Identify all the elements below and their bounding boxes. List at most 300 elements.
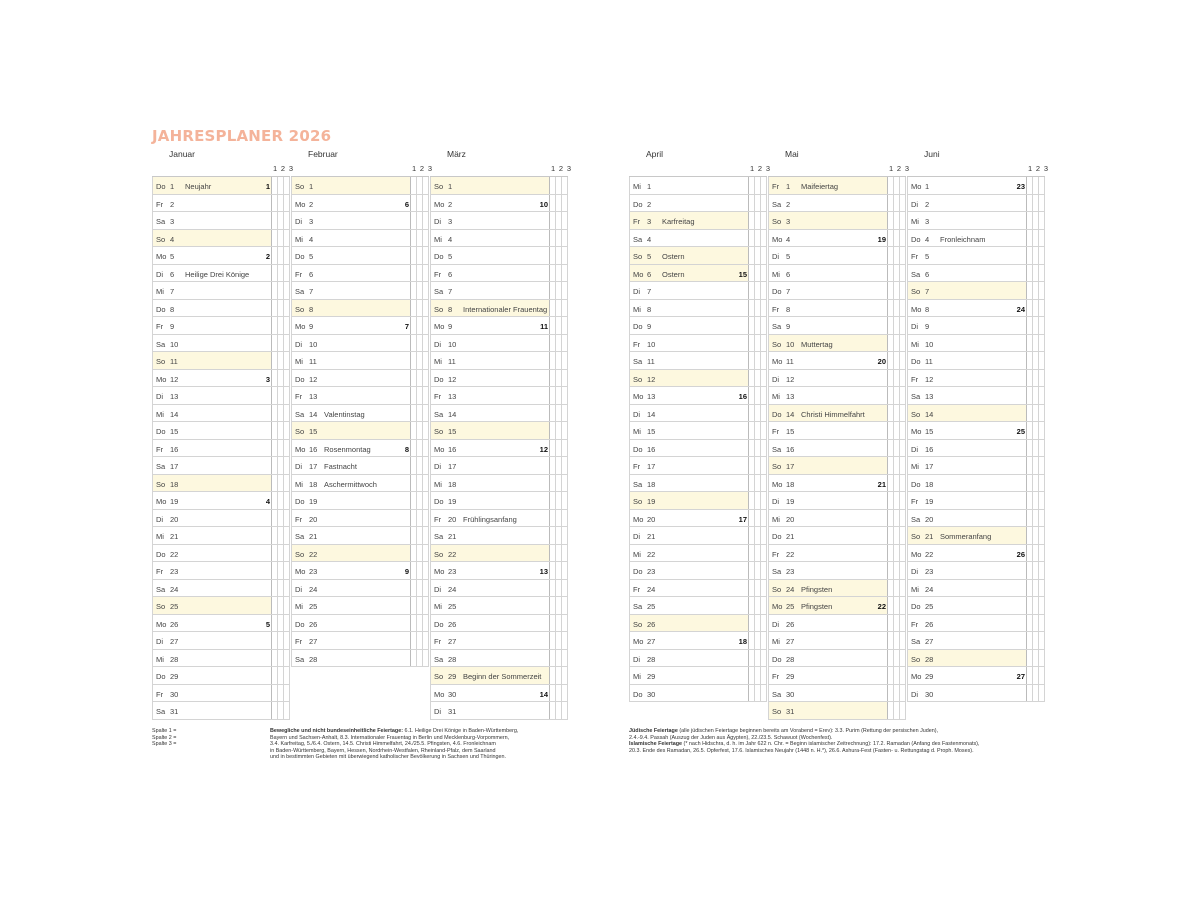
- extra-column-cell[interactable]: [761, 545, 767, 562]
- day-row[interactable]: [430, 212, 568, 230]
- day-row[interactable]: [768, 562, 906, 580]
- extra-column-cell[interactable]: [1039, 492, 1045, 509]
- extra-column-cell[interactable]: [562, 177, 568, 194]
- extra-column-cell[interactable]: [761, 510, 767, 527]
- extra-column-cell[interactable]: [1039, 650, 1045, 667]
- extra-column-cell[interactable]: [423, 265, 429, 282]
- day-cell[interactable]: [629, 667, 749, 684]
- day-row[interactable]: [768, 440, 906, 458]
- day-cell[interactable]: [152, 405, 272, 422]
- day-row[interactable]: [907, 545, 1045, 563]
- day-cell[interactable]: [430, 230, 550, 247]
- day-cell[interactable]: [430, 335, 550, 352]
- day-row[interactable]: [768, 405, 906, 423]
- day-cell[interactable]: [291, 212, 411, 229]
- day-cell[interactable]: [768, 440, 888, 457]
- day-cell[interactable]: [152, 492, 272, 509]
- extra-column-cell[interactable]: [761, 422, 767, 439]
- extra-column-cell[interactable]: [284, 387, 290, 404]
- day-cell[interactable]: [629, 387, 749, 404]
- day-cell[interactable]: [291, 405, 411, 422]
- day-cell[interactable]: [430, 562, 550, 579]
- day-row[interactable]: [152, 370, 290, 388]
- extra-column-cell[interactable]: [423, 370, 429, 387]
- day-cell[interactable]: [152, 527, 272, 544]
- day-row[interactable]: [291, 212, 429, 230]
- day-row[interactable]: [907, 370, 1045, 388]
- day-row[interactable]: [629, 195, 767, 213]
- day-row[interactable]: [907, 177, 1045, 195]
- day-row[interactable]: [430, 195, 568, 213]
- day-cell[interactable]: [430, 405, 550, 422]
- extra-column-cell[interactable]: [284, 195, 290, 212]
- extra-column-cell[interactable]: [423, 335, 429, 352]
- day-row[interactable]: [152, 247, 290, 265]
- extra-column-cell[interactable]: [900, 597, 906, 614]
- day-cell[interactable]: [430, 667, 550, 684]
- day-cell[interactable]: [430, 317, 550, 334]
- extra-column-cell[interactable]: [562, 492, 568, 509]
- day-cell[interactable]: [629, 212, 749, 229]
- extra-column-cell[interactable]: [1039, 597, 1045, 614]
- extra-column-cell[interactable]: [423, 492, 429, 509]
- day-row[interactable]: [768, 370, 906, 388]
- day-row[interactable]: [907, 615, 1045, 633]
- extra-column-cell[interactable]: [423, 457, 429, 474]
- day-row[interactable]: [291, 457, 429, 475]
- day-cell[interactable]: [152, 282, 272, 299]
- day-cell[interactable]: [152, 457, 272, 474]
- extra-column-cell[interactable]: [1039, 667, 1045, 684]
- day-row[interactable]: [430, 667, 568, 685]
- extra-column-cell[interactable]: [562, 387, 568, 404]
- extra-column-cell[interactable]: [1039, 300, 1045, 317]
- extra-column-cell[interactable]: [423, 352, 429, 369]
- day-cell[interactable]: [907, 247, 1027, 264]
- day-cell[interactable]: [629, 510, 749, 527]
- day-row[interactable]: [629, 177, 767, 195]
- extra-column-cell[interactable]: [284, 580, 290, 597]
- extra-column-cell[interactable]: [1039, 352, 1045, 369]
- day-row[interactable]: [152, 597, 290, 615]
- extra-column-cell[interactable]: [284, 492, 290, 509]
- day-row[interactable]: [629, 212, 767, 230]
- day-row[interactable]: [430, 685, 568, 703]
- extra-column-cell[interactable]: [761, 580, 767, 597]
- day-row[interactable]: [430, 632, 568, 650]
- extra-column-cell[interactable]: [1039, 265, 1045, 282]
- day-cell[interactable]: [768, 405, 888, 422]
- day-cell[interactable]: [768, 667, 888, 684]
- day-row[interactable]: [291, 265, 429, 283]
- day-row[interactable]: [907, 527, 1045, 545]
- day-row[interactable]: [291, 247, 429, 265]
- day-row[interactable]: [152, 282, 290, 300]
- day-row[interactable]: [907, 562, 1045, 580]
- day-cell[interactable]: [768, 615, 888, 632]
- day-cell[interactable]: [291, 195, 411, 212]
- day-cell[interactable]: [430, 300, 550, 317]
- day-cell[interactable]: [291, 492, 411, 509]
- day-row[interactable]: [152, 457, 290, 475]
- extra-column-cell[interactable]: [761, 282, 767, 299]
- day-cell[interactable]: [907, 562, 1027, 579]
- extra-column-cell[interactable]: [900, 545, 906, 562]
- day-cell[interactable]: [629, 580, 749, 597]
- extra-column-cell[interactable]: [284, 510, 290, 527]
- day-cell[interactable]: [768, 230, 888, 247]
- extra-column-cell[interactable]: [1039, 230, 1045, 247]
- day-cell[interactable]: [430, 457, 550, 474]
- day-cell[interactable]: [629, 492, 749, 509]
- day-cell[interactable]: [768, 212, 888, 229]
- day-row[interactable]: [629, 457, 767, 475]
- extra-column-cell[interactable]: [284, 300, 290, 317]
- day-row[interactable]: [907, 300, 1045, 318]
- day-cell[interactable]: [629, 632, 749, 649]
- extra-column-cell[interactable]: [562, 632, 568, 649]
- extra-column-cell[interactable]: [423, 230, 429, 247]
- day-row[interactable]: [907, 632, 1045, 650]
- day-row[interactable]: [430, 702, 568, 720]
- extra-column-cell[interactable]: [562, 685, 568, 702]
- day-row[interactable]: [152, 580, 290, 598]
- extra-column-cell[interactable]: [761, 527, 767, 544]
- extra-column-cell[interactable]: [562, 475, 568, 492]
- day-row[interactable]: [152, 335, 290, 353]
- day-cell[interactable]: [291, 422, 411, 439]
- day-row[interactable]: [768, 177, 906, 195]
- day-row[interactable]: [907, 405, 1045, 423]
- day-row[interactable]: [152, 492, 290, 510]
- day-row[interactable]: [430, 615, 568, 633]
- day-cell[interactable]: [629, 352, 749, 369]
- day-row[interactable]: [907, 667, 1045, 685]
- extra-column-cell[interactable]: [1039, 405, 1045, 422]
- day-cell[interactable]: [629, 405, 749, 422]
- extra-column-cell[interactable]: [761, 615, 767, 632]
- extra-column-cell[interactable]: [562, 282, 568, 299]
- day-row[interactable]: [152, 702, 290, 720]
- day-row[interactable]: [907, 510, 1045, 528]
- day-row[interactable]: [629, 247, 767, 265]
- extra-column-cell[interactable]: [423, 597, 429, 614]
- day-cell[interactable]: [430, 615, 550, 632]
- day-row[interactable]: [907, 195, 1045, 213]
- day-cell[interactable]: [768, 282, 888, 299]
- day-row[interactable]: [629, 387, 767, 405]
- day-row[interactable]: [430, 352, 568, 370]
- extra-column-cell[interactable]: [1039, 335, 1045, 352]
- day-cell[interactable]: [430, 265, 550, 282]
- day-cell[interactable]: [430, 597, 550, 614]
- day-cell[interactable]: [768, 545, 888, 562]
- extra-column-cell[interactable]: [284, 317, 290, 334]
- day-cell[interactable]: [907, 615, 1027, 632]
- day-cell[interactable]: [768, 335, 888, 352]
- day-cell[interactable]: [430, 475, 550, 492]
- day-cell[interactable]: [629, 440, 749, 457]
- day-cell[interactable]: [768, 492, 888, 509]
- day-row[interactable]: [629, 615, 767, 633]
- extra-column-cell[interactable]: [562, 422, 568, 439]
- day-row[interactable]: [152, 230, 290, 248]
- extra-column-cell[interactable]: [423, 422, 429, 439]
- day-row[interactable]: [291, 387, 429, 405]
- extra-column-cell[interactable]: [1039, 387, 1045, 404]
- extra-column-cell[interactable]: [423, 440, 429, 457]
- extra-column-cell[interactable]: [1039, 370, 1045, 387]
- extra-column-cell[interactable]: [423, 247, 429, 264]
- day-row[interactable]: [430, 387, 568, 405]
- day-cell[interactable]: [907, 545, 1027, 562]
- day-cell[interactable]: [291, 597, 411, 614]
- day-row[interactable]: [768, 510, 906, 528]
- day-row[interactable]: [430, 580, 568, 598]
- extra-column-cell[interactable]: [761, 632, 767, 649]
- day-cell[interactable]: [768, 247, 888, 264]
- day-cell[interactable]: [291, 282, 411, 299]
- day-row[interactable]: [291, 475, 429, 493]
- day-cell[interactable]: [768, 370, 888, 387]
- day-cell[interactable]: [768, 177, 888, 194]
- extra-column-cell[interactable]: [562, 370, 568, 387]
- day-row[interactable]: [768, 335, 906, 353]
- day-cell[interactable]: [291, 300, 411, 317]
- day-cell[interactable]: [430, 247, 550, 264]
- extra-column-cell[interactable]: [423, 615, 429, 632]
- extra-column-cell[interactable]: [423, 195, 429, 212]
- day-row[interactable]: [629, 370, 767, 388]
- day-cell[interactable]: [629, 317, 749, 334]
- day-row[interactable]: [907, 317, 1045, 335]
- extra-column-cell[interactable]: [284, 457, 290, 474]
- extra-column-cell[interactable]: [1039, 282, 1045, 299]
- day-cell[interactable]: [430, 510, 550, 527]
- day-row[interactable]: [430, 282, 568, 300]
- day-cell[interactable]: [907, 667, 1027, 684]
- day-cell[interactable]: [152, 545, 272, 562]
- extra-column-cell[interactable]: [284, 632, 290, 649]
- day-cell[interactable]: [152, 615, 272, 632]
- day-row[interactable]: [768, 282, 906, 300]
- day-row[interactable]: [768, 702, 906, 720]
- day-cell[interactable]: [907, 422, 1027, 439]
- day-row[interactable]: [430, 597, 568, 615]
- day-cell[interactable]: [907, 510, 1027, 527]
- day-row[interactable]: [291, 230, 429, 248]
- extra-column-cell[interactable]: [284, 177, 290, 194]
- day-row[interactable]: [291, 300, 429, 318]
- extra-column-cell[interactable]: [284, 702, 290, 719]
- day-row[interactable]: [768, 615, 906, 633]
- day-row[interactable]: [629, 475, 767, 493]
- extra-column-cell[interactable]: [284, 650, 290, 667]
- extra-column-cell[interactable]: [900, 177, 906, 194]
- day-row[interactable]: [291, 597, 429, 615]
- day-row[interactable]: [291, 562, 429, 580]
- day-row[interactable]: [291, 650, 429, 668]
- extra-column-cell[interactable]: [1039, 580, 1045, 597]
- day-cell[interactable]: [768, 387, 888, 404]
- day-cell[interactable]: [768, 300, 888, 317]
- extra-column-cell[interactable]: [900, 195, 906, 212]
- extra-column-cell[interactable]: [423, 300, 429, 317]
- day-row[interactable]: [629, 510, 767, 528]
- extra-column-cell[interactable]: [423, 475, 429, 492]
- extra-column-cell[interactable]: [423, 580, 429, 597]
- day-row[interactable]: [768, 247, 906, 265]
- day-row[interactable]: [768, 475, 906, 493]
- extra-column-cell[interactable]: [562, 702, 568, 719]
- day-cell[interactable]: [291, 440, 411, 457]
- day-row[interactable]: [768, 352, 906, 370]
- day-row[interactable]: [291, 632, 429, 650]
- day-cell[interactable]: [291, 230, 411, 247]
- day-cell[interactable]: [291, 317, 411, 334]
- day-row[interactable]: [768, 265, 906, 283]
- extra-column-cell[interactable]: [284, 440, 290, 457]
- day-row[interactable]: [907, 685, 1045, 703]
- extra-column-cell[interactable]: [900, 370, 906, 387]
- day-cell[interactable]: [152, 667, 272, 684]
- day-row[interactable]: [629, 580, 767, 598]
- extra-column-cell[interactable]: [761, 247, 767, 264]
- extra-column-cell[interactable]: [423, 545, 429, 562]
- extra-column-cell[interactable]: [761, 597, 767, 614]
- extra-column-cell[interactable]: [1039, 457, 1045, 474]
- extra-column-cell[interactable]: [900, 650, 906, 667]
- day-cell[interactable]: [291, 632, 411, 649]
- extra-column-cell[interactable]: [284, 352, 290, 369]
- day-cell[interactable]: [291, 650, 411, 667]
- day-row[interactable]: [430, 545, 568, 563]
- day-cell[interactable]: [907, 492, 1027, 509]
- day-cell[interactable]: [768, 527, 888, 544]
- day-cell[interactable]: [907, 335, 1027, 352]
- extra-column-cell[interactable]: [284, 405, 290, 422]
- day-row[interactable]: [768, 492, 906, 510]
- day-cell[interactable]: [430, 440, 550, 457]
- extra-column-cell[interactable]: [562, 650, 568, 667]
- day-row[interactable]: [152, 300, 290, 318]
- day-cell[interactable]: [907, 177, 1027, 194]
- day-row[interactable]: [430, 527, 568, 545]
- day-cell[interactable]: [430, 545, 550, 562]
- extra-column-cell[interactable]: [562, 230, 568, 247]
- day-cell[interactable]: [291, 265, 411, 282]
- day-cell[interactable]: [152, 317, 272, 334]
- extra-column-cell[interactable]: [423, 212, 429, 229]
- day-cell[interactable]: [152, 702, 272, 719]
- day-row[interactable]: [430, 510, 568, 528]
- day-cell[interactable]: [907, 650, 1027, 667]
- extra-column-cell[interactable]: [284, 667, 290, 684]
- day-cell[interactable]: [291, 370, 411, 387]
- day-row[interactable]: [629, 667, 767, 685]
- day-row[interactable]: [291, 370, 429, 388]
- extra-column-cell[interactable]: [562, 195, 568, 212]
- day-cell[interactable]: [152, 212, 272, 229]
- extra-column-cell[interactable]: [284, 545, 290, 562]
- day-row[interactable]: [152, 212, 290, 230]
- day-row[interactable]: [907, 475, 1045, 493]
- extra-column-cell[interactable]: [900, 685, 906, 702]
- extra-column-cell[interactable]: [1039, 440, 1045, 457]
- day-row[interactable]: [291, 440, 429, 458]
- day-cell[interactable]: [768, 685, 888, 702]
- day-cell[interactable]: [629, 615, 749, 632]
- extra-column-cell[interactable]: [423, 510, 429, 527]
- day-row[interactable]: [152, 265, 290, 283]
- day-row[interactable]: [629, 685, 767, 703]
- day-cell[interactable]: [907, 317, 1027, 334]
- extra-column-cell[interactable]: [900, 510, 906, 527]
- day-row[interactable]: [768, 212, 906, 230]
- day-cell[interactable]: [291, 387, 411, 404]
- extra-column-cell[interactable]: [284, 247, 290, 264]
- extra-column-cell[interactable]: [900, 527, 906, 544]
- extra-column-cell[interactable]: [562, 212, 568, 229]
- extra-column-cell[interactable]: [900, 440, 906, 457]
- day-cell[interactable]: [430, 352, 550, 369]
- day-row[interactable]: [430, 247, 568, 265]
- day-cell[interactable]: [430, 492, 550, 509]
- extra-column-cell[interactable]: [900, 247, 906, 264]
- day-cell[interactable]: [430, 650, 550, 667]
- day-cell[interactable]: [768, 475, 888, 492]
- day-cell[interactable]: [768, 195, 888, 212]
- day-cell[interactable]: [629, 597, 749, 614]
- day-cell[interactable]: [430, 177, 550, 194]
- extra-column-cell[interactable]: [1039, 685, 1045, 702]
- extra-column-cell[interactable]: [284, 475, 290, 492]
- day-cell[interactable]: [768, 422, 888, 439]
- day-cell[interactable]: [291, 615, 411, 632]
- day-cell[interactable]: [430, 580, 550, 597]
- day-row[interactable]: [152, 440, 290, 458]
- extra-column-cell[interactable]: [900, 387, 906, 404]
- day-cell[interactable]: [291, 580, 411, 597]
- day-cell[interactable]: [430, 702, 550, 719]
- day-cell[interactable]: [629, 527, 749, 544]
- extra-column-cell[interactable]: [761, 230, 767, 247]
- day-cell[interactable]: [152, 370, 272, 387]
- extra-column-cell[interactable]: [761, 405, 767, 422]
- day-row[interactable]: [907, 440, 1045, 458]
- day-cell[interactable]: [629, 177, 749, 194]
- day-row[interactable]: [152, 195, 290, 213]
- day-row[interactable]: [907, 282, 1045, 300]
- extra-column-cell[interactable]: [562, 510, 568, 527]
- extra-column-cell[interactable]: [761, 265, 767, 282]
- day-row[interactable]: [629, 317, 767, 335]
- extra-column-cell[interactable]: [562, 597, 568, 614]
- extra-column-cell[interactable]: [900, 580, 906, 597]
- day-row[interactable]: [768, 527, 906, 545]
- day-row[interactable]: [430, 300, 568, 318]
- day-row[interactable]: [629, 527, 767, 545]
- day-cell[interactable]: [629, 545, 749, 562]
- day-row[interactable]: [768, 632, 906, 650]
- day-cell[interactable]: [907, 300, 1027, 317]
- day-row[interactable]: [291, 580, 429, 598]
- day-cell[interactable]: [152, 265, 272, 282]
- day-cell[interactable]: [768, 702, 888, 719]
- day-cell[interactable]: [430, 387, 550, 404]
- day-row[interactable]: [291, 527, 429, 545]
- day-cell[interactable]: [629, 265, 749, 282]
